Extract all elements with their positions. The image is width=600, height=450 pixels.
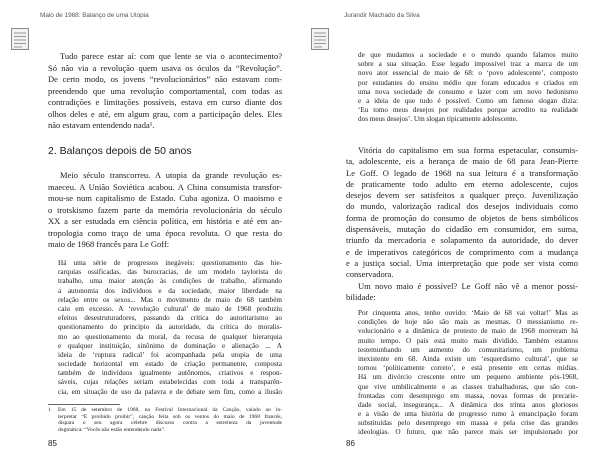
quote-line: dos meus desejos’. Um slogan tipicamente adolescente.: [358, 115, 518, 124]
intro-line: contradições e limitações possíveis, estava em curso diante dos: [48, 97, 282, 107]
paragraph-line: ta, adolescente, eis a herança de maio de 68 para Jean-Pierre: [346, 156, 578, 167]
footnote-number: 1: [48, 407, 51, 413]
quote-line: Por cinquenta anos, tenho ouvido: ‘Maio de 68 vai voltar!’ Mas as: [358, 309, 578, 317]
quote-line: Há um divórcio crescente entre um pequeno ambiente pós-1968,: [358, 373, 578, 382]
quote-line: substituídas pelo desemprego em massa e pela crise das grandes: [358, 419, 578, 428]
intro-line: não estavam entendendo nada¹.: [48, 120, 155, 130]
paragraph-line: bilidade:: [346, 291, 376, 302]
footnote-line: Em 15 de setembro de 1968, no Festival Internacional da Canção, vaiado ao in-: [58, 407, 282, 413]
quote-line: e a ideia de que tudo é possível. Como um famoso slogan dizia:: [358, 96, 578, 105]
quote-line: de que mudamos a sociedade e o mundo quando falamos muito: [358, 51, 578, 59]
block-quote: [358, 309, 578, 438]
footnote-line: terpretar “É proibido proibir”, canção feita sob os ventos do maio de 1968 francês,: [58, 413, 282, 420]
quote-line: frontadas com desemprego em massa, novas formas de precarie-: [358, 391, 578, 400]
body-paragraph: [346, 145, 578, 281]
intro-line: Tudo parece estar aí: com que lente se via o acontecimento?: [60, 51, 282, 61]
quote-line: dade social, insegurança... A dinâmica dos trinta anos gloriosos: [358, 400, 578, 409]
quote-line: condições de hoje não são mais as mesmas. O messianismo re-: [358, 318, 578, 327]
intro-line: preendendo que uma revolução comportamental, com todas as: [48, 85, 282, 96]
quote-line: caiu em excesso. A ‘revolução cultural’ de maio de 1968 produziu: [58, 304, 282, 313]
section-heading: 2. Balanços depois de 50 anos: [48, 145, 192, 157]
quote-line: por estudantes do ensino médio que foram educados e criados em: [358, 78, 578, 87]
footnote-rule: [48, 404, 120, 405]
paragraph-line: maeceu. A União Soviética acabou. A China consumista transfor-: [48, 181, 282, 192]
quote-line: tornou ‘politicamente correto’, e está presente em certas mídias.: [358, 364, 578, 373]
quote-line: relação entre os sexos... Mas o movimento de maio de 68 também: [58, 295, 282, 304]
quote-line: efeitos desestruturadores, passando da crítica do autoritarismo ao: [58, 314, 282, 323]
footnote-line: dispara o seu agora célebre discurso contra a estreiteza da juventude: [58, 420, 282, 427]
quote-line: que vive umbilicalmente e as classes trabalhadoras, que são con-: [358, 382, 578, 391]
quote-line: ‘Eu tomo meus desejos por realidades porque acredito na realidade: [358, 106, 578, 115]
intro-line: Só não via a revolução quem usava os óculos da “Revolução”.: [48, 62, 282, 73]
paragraph-line: do mundo, valorização radical dos desejos individuais como: [346, 201, 578, 212]
footnote: [58, 407, 282, 433]
quote-line: cia, em situação de uso da palavra e de debate sem fim, como a ilusão: [58, 387, 282, 396]
paragraph-line: XX a ser estudada em ciência política, em história e até em an-: [48, 216, 282, 226]
paragraph-line: Le Goff. O legado de 1968 na sua leitura é a transformação: [346, 167, 578, 178]
right-page: [300, 0, 600, 450]
paragraph-line: Meio século transcorreu. A utopia da grande revolução es-: [60, 170, 282, 180]
quote-line: sociedade horizontal em estado de criação permanente, composta: [58, 360, 282, 369]
quote-line: também de indivíduos igualmente autônomos, criativos e respon-: [58, 369, 282, 378]
body-paragraph: [48, 170, 282, 251]
paragraph-line: tropologia como traço de uma época revoluta. O que resta do: [48, 227, 282, 238]
block-quote: [58, 259, 282, 397]
page-number: 86: [346, 439, 355, 448]
quote-line: testemunhando um aumento do comunitarismo, um problema: [358, 345, 578, 354]
quote-line: rarquias ossificadas, das burocracias, de um modelo taylorista do: [58, 268, 282, 277]
notes-icon[interactable]: [311, 28, 329, 50]
quote-line: uma nova sociedade de consumo e lazer com um novo hedonismo: [358, 87, 578, 96]
quote-line: ideologias. O futuro, que não parece mais ser impulsionado por: [358, 428, 578, 437]
notes-icon[interactable]: [11, 28, 29, 50]
quote-line: sáveis, cujas relações seriam estabelecidas com toda a transparên-: [58, 378, 282, 387]
paragraph-line: o trotskismo fazem parte da memória revolucionária do século: [48, 204, 282, 215]
intro-line: olhos deles e até, em algum grau, com a participação deles. Eles: [48, 108, 282, 119]
paragraph-line: conservadora.: [346, 269, 394, 280]
paragraph-line: dispensáveis, mutação do cidadão em consumidor, em suma,: [346, 224, 578, 235]
running-header: Jurandir Machado da Silva: [344, 12, 420, 19]
running-header: Maio de 1968: Balanço de uma Utopia: [40, 12, 149, 19]
paragraph-line: desejos devem ser satisfeitos a qualquer preço. Juvenilização: [346, 190, 578, 201]
footnote-line: dogmática: “Vocês não estão entendendo nada”.: [58, 426, 166, 433]
quote-line: a autonomia dos indivíduos e da sociedade, maior liberdade na: [58, 286, 282, 295]
paragraph-line: mou-se num capitalismo de Estado. Cuba agoniza. O maoismo e: [48, 193, 282, 203]
page-number: 85: [48, 439, 57, 448]
quote-line: mo ao questionamento da moral, da recusa de qualquer hierarquia: [58, 332, 282, 341]
body-paragraph: [346, 281, 578, 304]
quote-line: ideia de ‘ruptura radical’ foi acompanhada pela utopia de uma: [58, 350, 282, 359]
quote-line: sobre a sua situação. Esse legado impossível traz a marca de um: [358, 60, 578, 69]
quote-line: trabalho, uma maior atenção às condições de trabalho, afirmando: [58, 277, 282, 286]
paragraph-line: Vitória do capitalismo em sua forma espetacular, consumis-: [358, 145, 578, 155]
quote-line: volucionário e a dinâmica de protesto de maio de 1968 morreram há: [358, 327, 578, 336]
quote-line: novo ator essencial de maio de 68: o ‘povo adolescente’, composto: [358, 69, 578, 78]
paragraph-line: Um novo maio é possível? Le Goff não vê a menor possi-: [358, 280, 578, 291]
quote-line: Há uma série de progressos inegáveis: questionamento das hie-: [58, 259, 282, 267]
intro-paragraph: [48, 51, 282, 132]
quote-line: e a visão de uma história de progresso rumo à emancipação foram: [358, 410, 578, 419]
paragraph-line: de praticamente todo adulto em eterno adolescente, cujos: [346, 178, 578, 189]
paragraph-line: triunfo da mercadoria e solapamento da autoridade, do dever: [346, 235, 578, 246]
paragraph-line: e de imperativos categóricos de comprimento com a mudança: [346, 246, 578, 257]
quote-line: e qualquer instituição, sinônimo de dominação e alienação ... A: [58, 341, 282, 350]
quote-line: questionamento do princípio da autoridade, da crítica do moralis-: [58, 323, 282, 332]
paragraph-line: maio de 1968 francês para Le Goff:: [48, 239, 170, 249]
quote-line: inexistente em 68. Ainda existe um ‘esquerdismo cultural’, que se: [358, 354, 578, 363]
quote-line: muito tempo. O país está muito mais dividido. Também estamos: [358, 336, 578, 345]
block-quote-continuation: [358, 51, 578, 125]
paragraph-line: e a justiça social. Uma interpretação que pode ser vista como: [346, 257, 578, 268]
paragraph-line: forma de promoção do consumo de objetos de bens simbólicos: [346, 212, 578, 223]
intro-line: De certo modo, os jovens “revolucionários” não estavam com-: [48, 74, 282, 84]
